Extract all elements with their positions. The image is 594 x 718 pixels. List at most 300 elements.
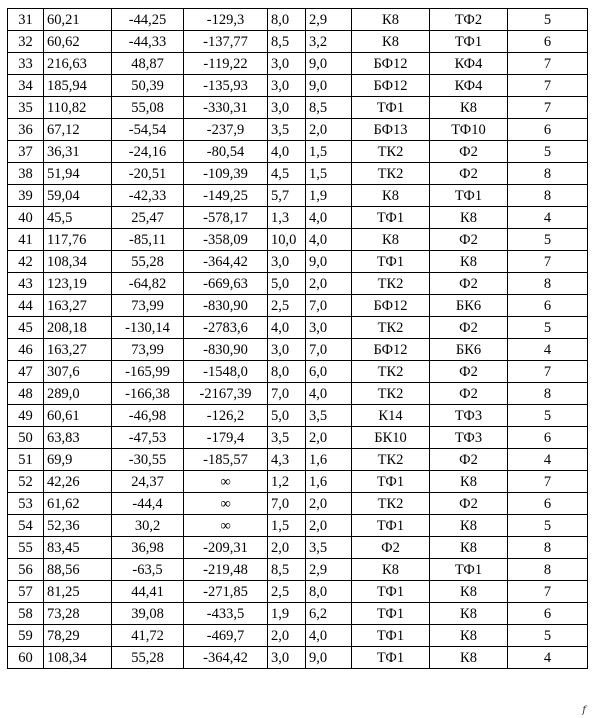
table-cell: 58 [8,603,44,625]
table-cell: -63,5 [112,559,184,581]
table-cell: 60,62 [44,31,112,53]
table-cell: 2,0 [306,515,352,537]
table-cell: 5,0 [268,405,306,427]
table-cell: -130,14 [112,317,184,339]
table-row [8,75,588,97]
table-cell: Ф2 [430,273,508,295]
table-cell: 6 [508,31,588,53]
table-cell: 1,5 [268,515,306,537]
table-cell: ТФ3 [430,427,508,449]
table-row [8,625,588,647]
table-cell: БФ12 [352,295,430,317]
table-cell: 9,0 [306,251,352,273]
table-cell: 2,5 [268,295,306,317]
table-cell: ТФ1 [430,31,508,53]
table-cell: К8 [430,207,508,229]
table-cell: 6 [508,427,588,449]
table-cell: 46 [8,339,44,361]
table-cell: 289,0 [44,383,112,405]
corner-mark: 𝑓 [582,705,586,716]
table-cell: 31 [8,9,44,31]
table-cell: -85,11 [112,229,184,251]
table-cell: 48 [8,383,44,405]
table-cell: -358,09 [184,229,268,251]
table-cell: 7,0 [268,493,306,515]
table-cell: 110,82 [44,97,112,119]
table-cell: 39,08 [112,603,184,625]
table-cell: -830,90 [184,339,268,361]
table-cell: БК10 [352,427,430,449]
table-cell: 45 [8,317,44,339]
table-cell: 7 [508,75,588,97]
table-cell: 3,0 [306,317,352,339]
table-cell: 2,9 [306,559,352,581]
table-cell: 73,99 [112,339,184,361]
table-row [8,163,588,185]
table-cell: 25,47 [112,207,184,229]
table-cell: 2,0 [306,273,352,295]
table-cell: 1,6 [306,471,352,493]
table-row [8,119,588,141]
table-cell: 1,3 [268,207,306,229]
table-cell: 2,9 [306,9,352,31]
table-row [8,559,588,581]
table-cell: ТФ1 [352,625,430,647]
table-cell: 307,6 [44,361,112,383]
table-cell: 117,76 [44,229,112,251]
table-cell: 3,5 [306,537,352,559]
table-cell: -44,25 [112,9,184,31]
table-cell: ТК2 [352,163,430,185]
table-cell: 5 [508,9,588,31]
table-cell: ∞ [184,493,268,515]
table-cell: ТК2 [352,361,430,383]
table-cell: 8 [508,185,588,207]
table-cell: 40 [8,207,44,229]
table-cell: 69,9 [44,449,112,471]
table-cell: ТФ2 [430,9,508,31]
table-cell: 59,04 [44,185,112,207]
table-cell: ТФ1 [352,581,430,603]
table-cell: -80,54 [184,141,268,163]
table-cell: 4,0 [268,141,306,163]
table-cell: 50,39 [112,75,184,97]
table-cell: 83,45 [44,537,112,559]
table-cell: БФ12 [352,75,430,97]
table-cell: 8 [508,273,588,295]
table-cell: 6 [508,119,588,141]
table-cell: К8 [352,185,430,207]
table-cell: КФ4 [430,53,508,75]
table-cell: 42,26 [44,471,112,493]
table-cell: ТФ1 [352,603,430,625]
table-body [8,9,588,669]
table-cell: К8 [352,229,430,251]
table-cell: 3,0 [268,647,306,669]
table-row [8,251,588,273]
table-cell: 7,0 [306,339,352,361]
table-cell: 8,0 [306,581,352,603]
table-cell: 7 [508,97,588,119]
table-cell: ТФ3 [430,405,508,427]
table-cell: 5 [508,405,588,427]
table-cell: -135,93 [184,75,268,97]
table-cell: 5 [508,229,588,251]
table-cell: К8 [430,471,508,493]
table-cell: 1,6 [306,449,352,471]
table-cell: 2,0 [306,427,352,449]
table-row [8,53,588,75]
table-cell: 44 [8,295,44,317]
table-cell: 67,12 [44,119,112,141]
table-cell: 2,0 [268,537,306,559]
table-cell: 36,31 [44,141,112,163]
table-cell: 4,3 [268,449,306,471]
table-cell: 8 [508,163,588,185]
table-cell: 88,56 [44,559,112,581]
table-cell: -185,57 [184,449,268,471]
table-cell: 55 [8,537,44,559]
table-cell: -109,39 [184,163,268,185]
table-cell: 3,0 [268,97,306,119]
table-cell: 48,87 [112,53,184,75]
table-row [8,647,588,669]
table-cell: 63,83 [44,427,112,449]
table-row [8,339,588,361]
table-cell: БФ12 [352,339,430,361]
table-cell: 52,36 [44,515,112,537]
table-cell: 36 [8,119,44,141]
table-row [8,581,588,603]
table-cell: 208,18 [44,317,112,339]
table-cell: 5 [508,625,588,647]
table-cell: -669,63 [184,273,268,295]
table-cell: ТФ1 [352,207,430,229]
table-row [8,9,588,31]
table-cell: 4,0 [306,229,352,251]
table-cell: Ф2 [352,537,430,559]
table-cell: 8,0 [268,361,306,383]
table-row [8,361,588,383]
table-cell: -119,22 [184,53,268,75]
table-cell: К8 [430,537,508,559]
table-cell: 55,28 [112,647,184,669]
table-cell: -578,17 [184,207,268,229]
table-cell: 53 [8,493,44,515]
table-cell: 1,5 [306,141,352,163]
table-cell: 54 [8,515,44,537]
table-cell: 5 [508,317,588,339]
table-cell: К14 [352,405,430,427]
table-cell: 6,2 [306,603,352,625]
table-cell: 163,27 [44,339,112,361]
table-cell: 8 [508,537,588,559]
table-cell: ТК2 [352,273,430,295]
table-cell: 9,0 [306,53,352,75]
table-cell: 4 [508,339,588,361]
table-cell: 38 [8,163,44,185]
table-row [8,295,588,317]
table-row [8,493,588,515]
table-cell: 4,0 [306,383,352,405]
table-cell: К8 [430,97,508,119]
table-cell: 3,2 [306,31,352,53]
table-cell: 3,0 [268,339,306,361]
table-cell: 1,5 [306,163,352,185]
table-cell: 47 [8,361,44,383]
table-cell: -179,4 [184,427,268,449]
table-cell: 61,62 [44,493,112,515]
table-cell: 9,0 [306,647,352,669]
table-row [8,383,588,405]
table-cell: -469,7 [184,625,268,647]
table-cell: 41,72 [112,625,184,647]
table-cell: ТФ1 [352,471,430,493]
table-cell: 108,34 [44,647,112,669]
table-cell: 7 [508,53,588,75]
table-cell: 5 [508,515,588,537]
table-cell: 6 [508,493,588,515]
table-cell: 57 [8,581,44,603]
table-cell: БК6 [430,339,508,361]
table-cell: 73,28 [44,603,112,625]
table-cell: 49 [8,405,44,427]
table-cell: -149,25 [184,185,268,207]
table-cell: -830,90 [184,295,268,317]
table-cell: Ф2 [430,317,508,339]
table-cell: 59 [8,625,44,647]
table-cell: 10,0 [268,229,306,251]
table-cell: К8 [430,581,508,603]
table-cell: 3,5 [268,119,306,141]
table-row [8,207,588,229]
table-cell: -47,53 [112,427,184,449]
table-cell: 163,27 [44,295,112,317]
table-cell: -46,98 [112,405,184,427]
table-cell: -54,54 [112,119,184,141]
table-cell: ТФ1 [352,515,430,537]
table-cell: 45,5 [44,207,112,229]
table-cell: -237,9 [184,119,268,141]
table-cell: 8,5 [306,97,352,119]
table-cell: 8 [508,559,588,581]
table-cell: 5,7 [268,185,306,207]
table-cell: 3,0 [268,75,306,97]
table-cell: К8 [430,603,508,625]
table-cell: 60,61 [44,405,112,427]
data-table-container [7,8,588,669]
table-cell: 2,0 [268,625,306,647]
table-cell: 123,19 [44,273,112,295]
table-cell: 52 [8,471,44,493]
table-cell: 50 [8,427,44,449]
table-cell: ∞ [184,471,268,493]
table-cell: 6 [508,295,588,317]
table-cell: -126,2 [184,405,268,427]
table-cell: -433,5 [184,603,268,625]
table-cell: -219,48 [184,559,268,581]
table-cell: 37 [8,141,44,163]
table-cell: 4 [508,647,588,669]
table-cell: 3,5 [306,405,352,427]
table-cell: 4 [508,207,588,229]
table-cell: Ф2 [430,163,508,185]
table-cell: 51,94 [44,163,112,185]
table-cell: -42,33 [112,185,184,207]
table-cell: 73,99 [112,295,184,317]
table-row [8,427,588,449]
table-cell: -166,38 [112,383,184,405]
table-cell: 44,41 [112,581,184,603]
table-cell: 36,98 [112,537,184,559]
table-cell: К8 [352,31,430,53]
table-row [8,603,588,625]
table-cell: 78,29 [44,625,112,647]
table-cell: ∞ [184,515,268,537]
table-cell: БФ13 [352,119,430,141]
table-cell: 8,0 [268,9,306,31]
table-cell: К8 [352,9,430,31]
table-cell: 2,0 [306,119,352,141]
table-cell: 7,0 [268,383,306,405]
table-cell: 43 [8,273,44,295]
table-cell: 4,0 [306,625,352,647]
table-cell: ТФ1 [430,559,508,581]
table-cell: 7 [508,471,588,493]
table-cell: 4,0 [306,207,352,229]
table-cell: 7 [508,251,588,273]
table-cell: Ф2 [430,141,508,163]
table-cell: -209,31 [184,537,268,559]
table-cell: Ф2 [430,449,508,471]
table-cell: 34 [8,75,44,97]
table-cell: 1,9 [268,603,306,625]
table-cell: -330,31 [184,97,268,119]
table-row [8,537,588,559]
table-cell: ТФ1 [352,647,430,669]
table-cell: -30,55 [112,449,184,471]
table-cell: -129,3 [184,9,268,31]
table-cell: БФ12 [352,53,430,75]
table-cell: 5,0 [268,273,306,295]
table-cell: К8 [430,515,508,537]
table-cell: -364,42 [184,647,268,669]
table-cell: ТК2 [352,317,430,339]
table-cell: 2,0 [306,493,352,515]
table-cell: ТФ1 [430,185,508,207]
table-cell: 7 [508,581,588,603]
table-cell: К8 [352,559,430,581]
table-cell: 4,5 [268,163,306,185]
table-cell: ТК2 [352,141,430,163]
table-cell: -20,51 [112,163,184,185]
table-cell: БК6 [430,295,508,317]
table-cell: 4 [508,449,588,471]
table-cell: -24,16 [112,141,184,163]
table-cell: ТФ1 [352,251,430,273]
table-cell: 6 [508,603,588,625]
table-cell: 51 [8,449,44,471]
table-cell: -44,4 [112,493,184,515]
table-cell: 55,28 [112,251,184,273]
table-cell: 216,63 [44,53,112,75]
table-row [8,141,588,163]
table-cell: -271,85 [184,581,268,603]
table-cell: -44,33 [112,31,184,53]
table-cell: Ф2 [430,493,508,515]
table-cell: Ф2 [430,383,508,405]
table-row [8,449,588,471]
table-cell: 39 [8,185,44,207]
table-row [8,229,588,251]
table-cell: 7,0 [306,295,352,317]
table-cell: 41 [8,229,44,251]
table-cell: 32 [8,31,44,53]
table-cell: К8 [430,625,508,647]
table-row [8,471,588,493]
table-row [8,97,588,119]
table-cell: 1,9 [306,185,352,207]
table-cell: 24,37 [112,471,184,493]
table-cell: К8 [430,647,508,669]
table-cell: ТК2 [352,493,430,515]
table-cell: 60,21 [44,9,112,31]
table-cell: 42 [8,251,44,273]
table-cell: 2,5 [268,581,306,603]
table-cell: ТФ10 [430,119,508,141]
table-row [8,31,588,53]
table-cell: -64,82 [112,273,184,295]
table-cell: 35 [8,97,44,119]
table-cell: 3,0 [268,251,306,273]
table-cell: 81,25 [44,581,112,603]
table-cell: 56 [8,559,44,581]
table-cell: ТК2 [352,449,430,471]
table-cell: 108,34 [44,251,112,273]
table-cell: -364,42 [184,251,268,273]
table-cell: К8 [430,251,508,273]
table-cell: 30,2 [112,515,184,537]
table-cell: 9,0 [306,75,352,97]
table-cell: Ф2 [430,229,508,251]
table-cell: 8,5 [268,31,306,53]
table-cell: 55,08 [112,97,184,119]
table-cell: -1548,0 [184,361,268,383]
data-table [7,8,588,669]
table-cell: 185,94 [44,75,112,97]
table-cell: -2783,6 [184,317,268,339]
table-cell: 6,0 [306,361,352,383]
table-row [8,515,588,537]
table-cell: 4,0 [268,317,306,339]
table-cell: 3,5 [268,427,306,449]
table-cell: 1,2 [268,471,306,493]
table-cell: 60 [8,647,44,669]
table-row [8,405,588,427]
table-cell: 8,5 [268,559,306,581]
table-cell: 3,0 [268,53,306,75]
table-cell: -2167,39 [184,383,268,405]
table-cell: Ф2 [430,361,508,383]
table-row [8,185,588,207]
table-cell: 8 [508,383,588,405]
table-cell: ТК2 [352,383,430,405]
table-cell: ТФ1 [352,97,430,119]
table-cell: 33 [8,53,44,75]
table-cell: -137,77 [184,31,268,53]
table-cell: 7 [508,361,588,383]
table-cell: КФ4 [430,75,508,97]
